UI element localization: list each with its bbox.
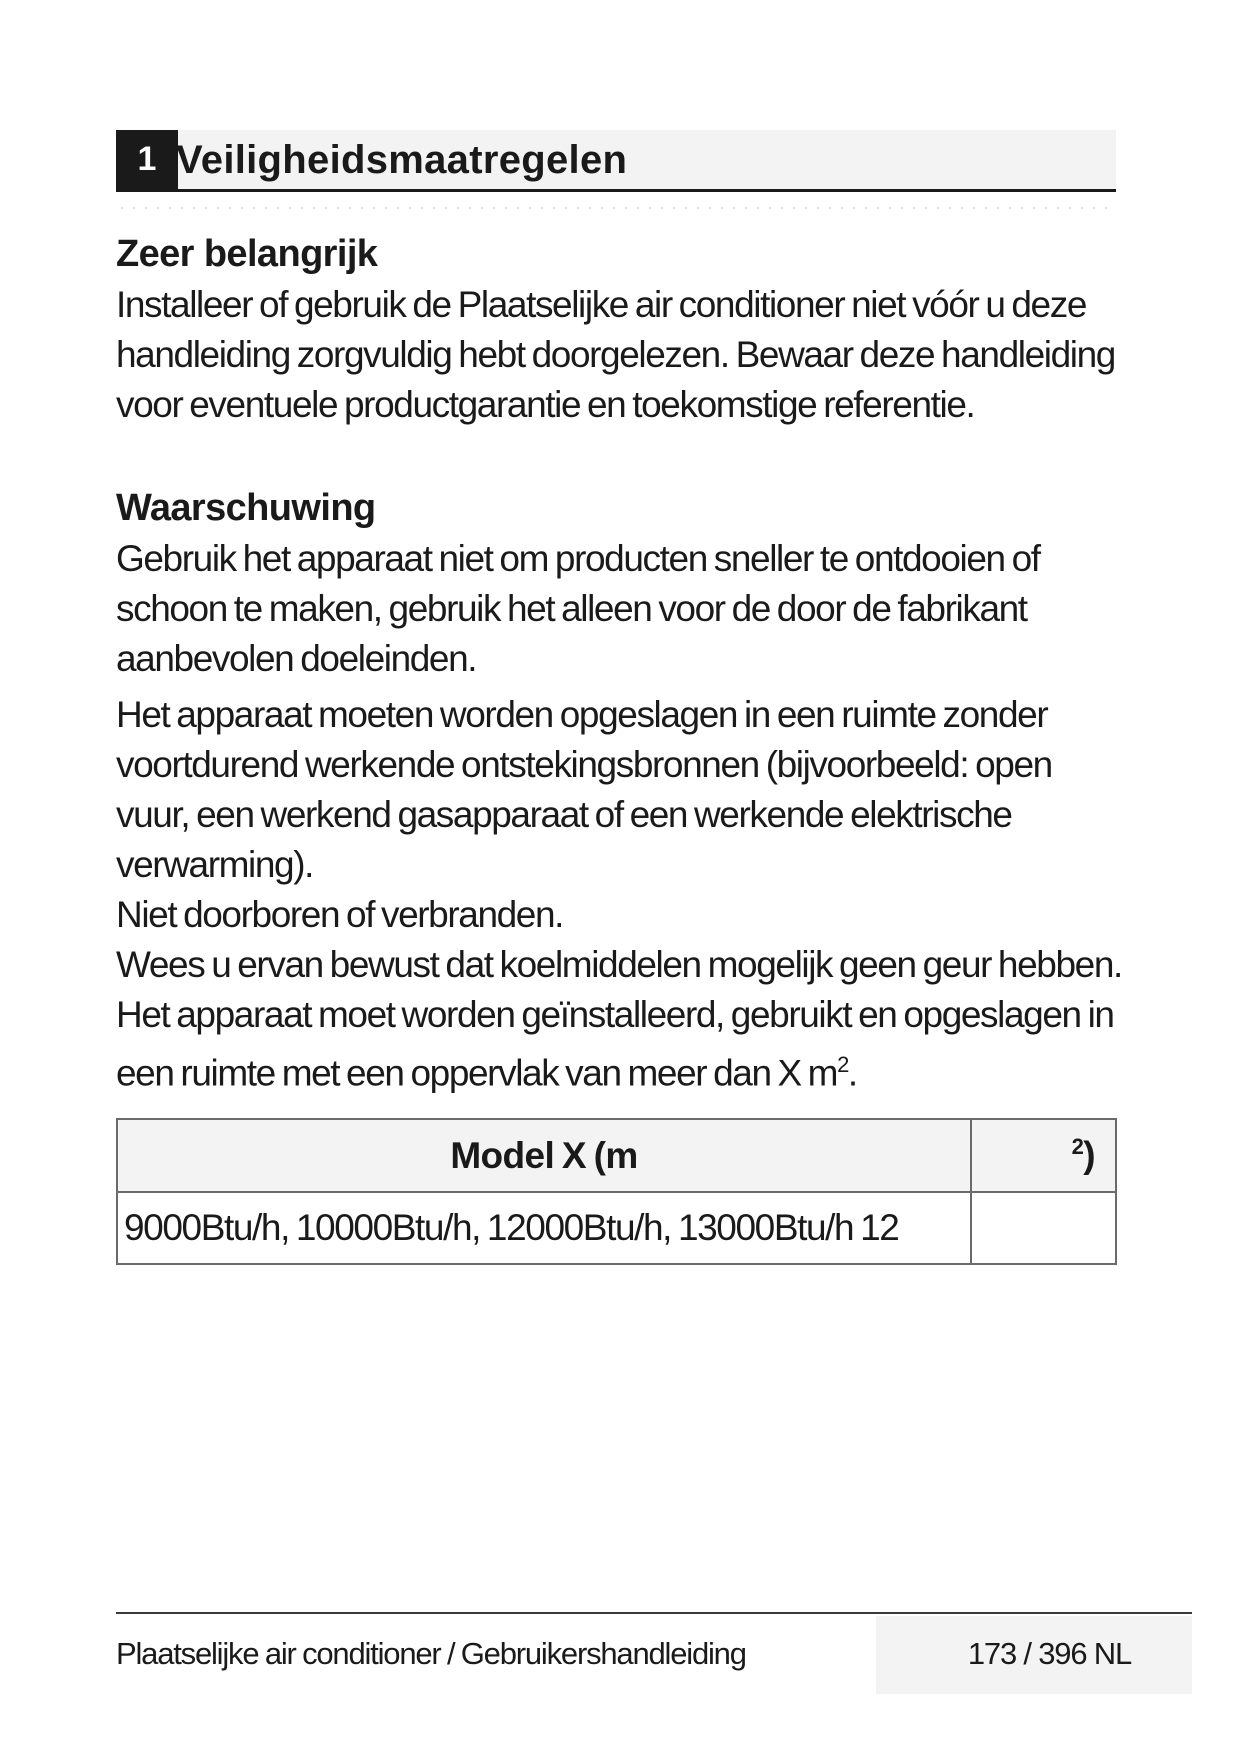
footer-page-number: 173 / 396 NL <box>967 1636 1131 1671</box>
table-header-row <box>117 1119 1116 1192</box>
footer-document-title: Plaatselijke air conditioner / Gebruikershandleiding <box>116 1636 746 1671</box>
table-row <box>117 1192 1116 1264</box>
model-area-table <box>116 1118 1117 1265</box>
warning-heading: Waarschuwing <box>116 487 376 529</box>
table-header-model: Model X (m <box>117 1119 971 1192</box>
table-cell-models: 9000Btu/h, 10000Btu/h, 12000Btu/h, 13000Btu/h 12 <box>117 1192 971 1264</box>
table-header-area <box>971 1119 1116 1192</box>
footer-divider <box>116 1612 1192 1614</box>
table-header-paren: ) <box>1083 1134 1095 1176</box>
section-title: Veiligheidsmaatregelen <box>176 138 628 182</box>
warning-paragraph-3: Niet doorboren of verbranden. <box>116 894 564 935</box>
table-cell-area <box>971 1192 1116 1264</box>
table-header-sup: 2 <box>1071 1134 1084 1160</box>
warning-paragraph-4: Wees u ervan bewust dat koelmiddelen mogelijk geen geur hebben. <box>116 944 1122 985</box>
warning-paragraph-5 <box>116 990 1126 1098</box>
section-header <box>116 130 1116 192</box>
section-number: 1 <box>116 130 178 189</box>
important-heading: Zeer belangrijk <box>116 233 378 275</box>
area-period: . <box>847 1052 857 1094</box>
warning-paragraph-2: Het apparaat moeten worden opgeslagen in een ruimte zonder voortdurend werkende ontstekingsbronnen (bijvoorbeeld: open vuur, een werkend gasapparaat of een werkende elektrische verwarming). <box>116 694 1052 885</box>
area-superscript: 2 <box>837 1052 848 1077</box>
area-text: Het apparaat moet worden geïnstalleerd, gebruikt en opgeslagen in een ruimte met een oppervlak van meer dan X m <box>116 994 1114 1094</box>
page-content <box>116 228 1126 1098</box>
warning-paragraph-1: Gebruik het apparaat niet om producten sneller te ontdooien of schoon te maken, gebruik het alleen voor de door de fabrikant aanbevolen doeleinden. <box>116 538 1040 679</box>
dotted-divider <box>116 206 1116 210</box>
important-text: Installeer of gebruik de Plaatselijke air conditioner niet vóór u deze handleiding zorgvuldig hebt doorgelezen. Bewaar deze handleiding voor eventuele productgarantie en toekomstige referentie. <box>116 284 1115 425</box>
